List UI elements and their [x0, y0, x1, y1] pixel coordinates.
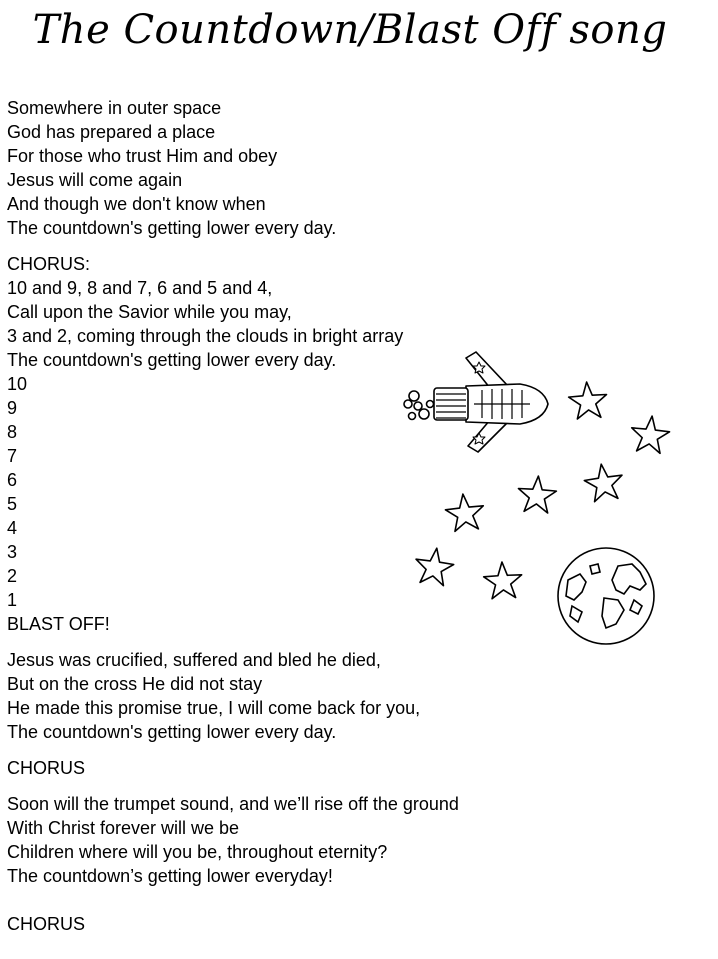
- lyric-line: The countdown's getting lower every day.: [7, 350, 337, 370]
- verse-1: [7, 96, 459, 240]
- earth-globe-icon: [558, 548, 654, 644]
- lyric-line: God has prepared a place: [7, 122, 216, 142]
- chorus-label: CHORUS: [7, 914, 86, 934]
- countdown-number: 4: [7, 518, 18, 538]
- countdown-number: 10: [7, 374, 28, 394]
- countdown-number: 2: [7, 566, 18, 586]
- star-icon: [582, 462, 625, 503]
- lyric-line: The countdown's getting lower every day.: [7, 722, 337, 742]
- lyrics: [7, 96, 459, 948]
- blast-off: BLAST OFF!: [7, 614, 110, 634]
- star-icon: [517, 475, 557, 514]
- chorus-label: CHORUS: [7, 758, 86, 778]
- countdown-number: 3: [7, 542, 18, 562]
- verse-3: [7, 792, 459, 888]
- lyric-line: Jesus was crucified, suffered and bled he died,: [7, 650, 381, 670]
- lyric-line: 3 and 2, coming through the clouds in bright array: [7, 326, 404, 346]
- chorus-reference-1: [7, 756, 459, 780]
- chorus-heading: CHORUS:: [7, 254, 91, 274]
- lyric-line: And though we don't know when: [7, 194, 266, 214]
- countdown-number: 8: [7, 422, 18, 442]
- lyric-line: With Christ forever will we be: [7, 818, 240, 838]
- countdown-number: 1: [7, 590, 18, 610]
- countdown-number: 6: [7, 470, 18, 490]
- lyric-line: For those who trust Him and obey: [7, 146, 278, 166]
- lyric-line: Soon will the trumpet sound, and we’ll rise off the ground: [7, 794, 459, 814]
- countdown-number: 5: [7, 494, 18, 514]
- chorus-reference-2: [7, 912, 459, 936]
- lyric-line: 10 and 9, 8 and 7, 6 and 5 and 4,: [7, 278, 273, 298]
- lyric-line: The countdown’s getting lower everyday!: [7, 866, 333, 886]
- lyric-line: He made this promise true, I will come back for you,: [7, 698, 421, 718]
- chorus: [7, 252, 459, 636]
- lyric-line: Jesus will come again: [7, 170, 183, 190]
- lyric-line: The countdown's getting lower every day.: [7, 218, 337, 238]
- star-icon: [568, 381, 608, 420]
- star-icon: [629, 414, 671, 454]
- star-icon: [483, 561, 523, 599]
- lyric-line: Somewhere in outer space: [7, 98, 222, 118]
- lyric-line: But on the cross He did not stay: [7, 674, 263, 694]
- countdown-number: 7: [7, 446, 18, 466]
- page-title: The Countdown/Blast Off song: [32, 7, 668, 53]
- countdown-number: 9: [7, 398, 18, 418]
- lyric-line: Call upon the Savior while you may,: [7, 302, 292, 322]
- lyric-line: Children where will you be, throughout eternity?: [7, 842, 388, 862]
- verse-2: [7, 648, 459, 744]
